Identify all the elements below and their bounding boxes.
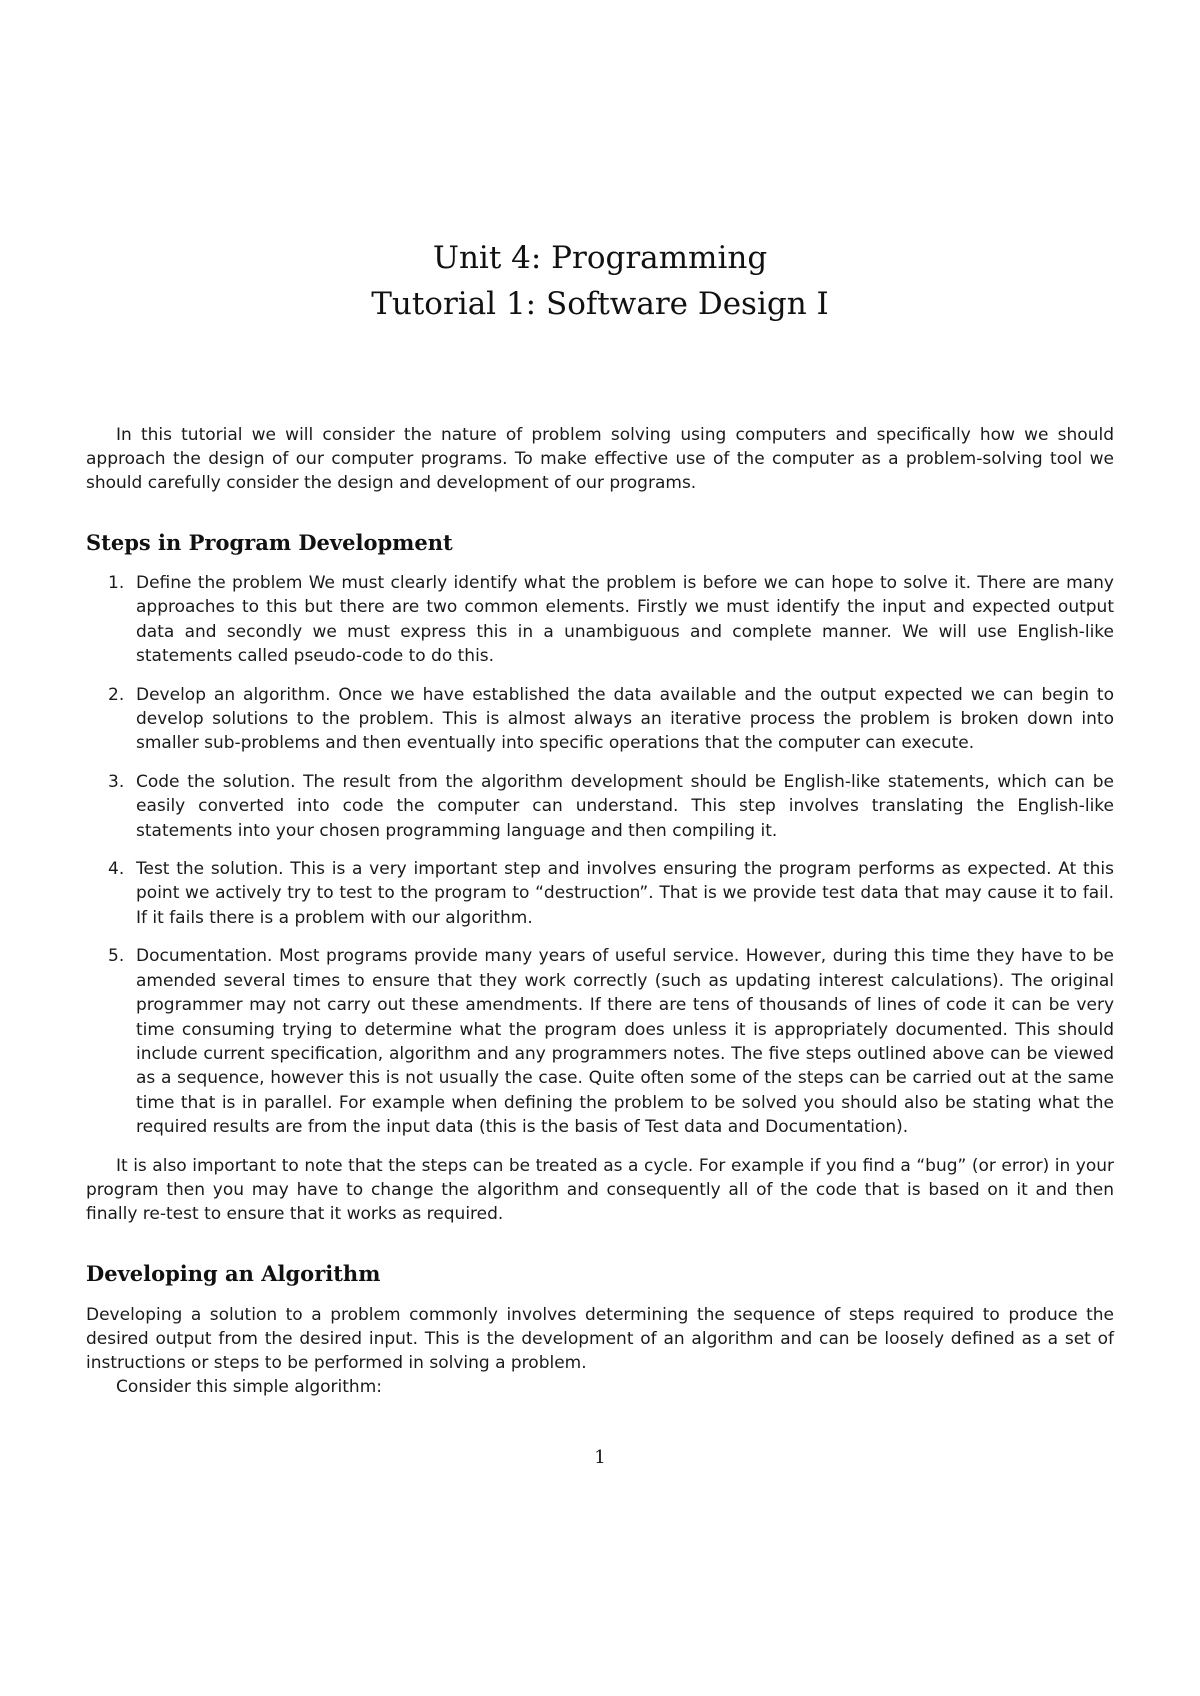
algorithm-paragraph: Developing a solution to a problem commonly involves determining the sequence of steps required to produce the desired output from the desired input. This is the development of an algorithm and can be loosely defined as a set of instructions or steps to be performed in solving a problem.: [86, 1305, 1114, 1373]
list-number: 3.: [108, 771, 125, 792]
list-item-text: Define the problem We must clearly identify what the problem is before we can hope to solve it. There are many approaches to this but there are two common elements. Firstly we must identify the input and expected output data and secondly we must express this in a unambiguous and complete manner. We will use English-like statements called pseudo-code to do this.: [136, 573, 1114, 667]
list-item: [86, 571, 1114, 669]
list-item-text: Documentation. Most programs provide many years of useful service. However, during this time they have to be amended several times to ensure that they work correctly (such as updating interest calculations). The original programmer may not carry out these amendments. If there are tens of thousands of lines of code it can be very time consuming trying to determine what the program does unless it is appropriately documented. This should include current specification, algorithm and any programmers notes. The five steps outlined above can be viewed as a sequence, however this is not usually the case. Quite often some of the steps can be carried out at the same time that is in parallel. For example when defining the problem to be solved you should also be stating what the required results are from the input data (this is the basis of Test data and Documentation).: [136, 946, 1114, 1138]
list-item: [86, 857, 1114, 930]
list-item: [86, 770, 1114, 843]
section-heading-steps: Steps in Program Development: [86, 530, 453, 555]
intro-paragraph: In this tutorial we will consider the nature of problem solving using computers and specifically how we should approach the design of our computer programs. To make effective use of the computer as a problem-solving tool we should carefully consider the design and development of our programs.: [86, 425, 1114, 493]
algorithm-intro-line: Consider this simple algorithm:: [116, 1377, 382, 1397]
list-item: [86, 944, 1114, 1139]
list-item-text: Develop an algorithm. Once we have established the data available and the output expected we can begin to develop solutions to the problem. This is almost always an iterative process the problem is broken down into smaller sub-problems and then eventually into specific operations that the computer can execute.: [136, 684, 1114, 754]
section-heading-algorithm: Developing an Algorithm: [86, 1261, 381, 1286]
list-number: 1.: [108, 573, 125, 593]
document-title: Unit 4: Programming: [432, 240, 768, 276]
list-item: [86, 683, 1114, 756]
list-item-text: Code the solution. The result from the algorithm development should be English-like statements, which can be easily converted into code the computer can understand. This step involves translating the English-like statements into your chosen programming language and then compiling it.: [136, 771, 1114, 841]
closing-paragraph: It is also important to note that the steps can be treated as a cycle. For example if you find a “bug” (or error) in your program then you may have to change the algorithm and consequently all of the code that is based on it and then finally re-test to ensure that it works as required.: [86, 1156, 1114, 1224]
steps-list: [86, 571, 1114, 1154]
list-number: 2.: [108, 684, 125, 705]
list-number: 5.: [108, 946, 125, 967]
list-item-text: Test the solution. This is a very important step and involves ensuring the program performs as expected. At this point we actively try to test to the program to “destruction”. That is we provide test data that may cause it to fail. If it fails there is a problem with our algorithm.: [136, 859, 1114, 928]
document-subtitle: Tutorial 1: Software Design I: [371, 286, 829, 322]
list-number: 4.: [108, 859, 125, 880]
page-number: 1: [594, 1447, 606, 1468]
